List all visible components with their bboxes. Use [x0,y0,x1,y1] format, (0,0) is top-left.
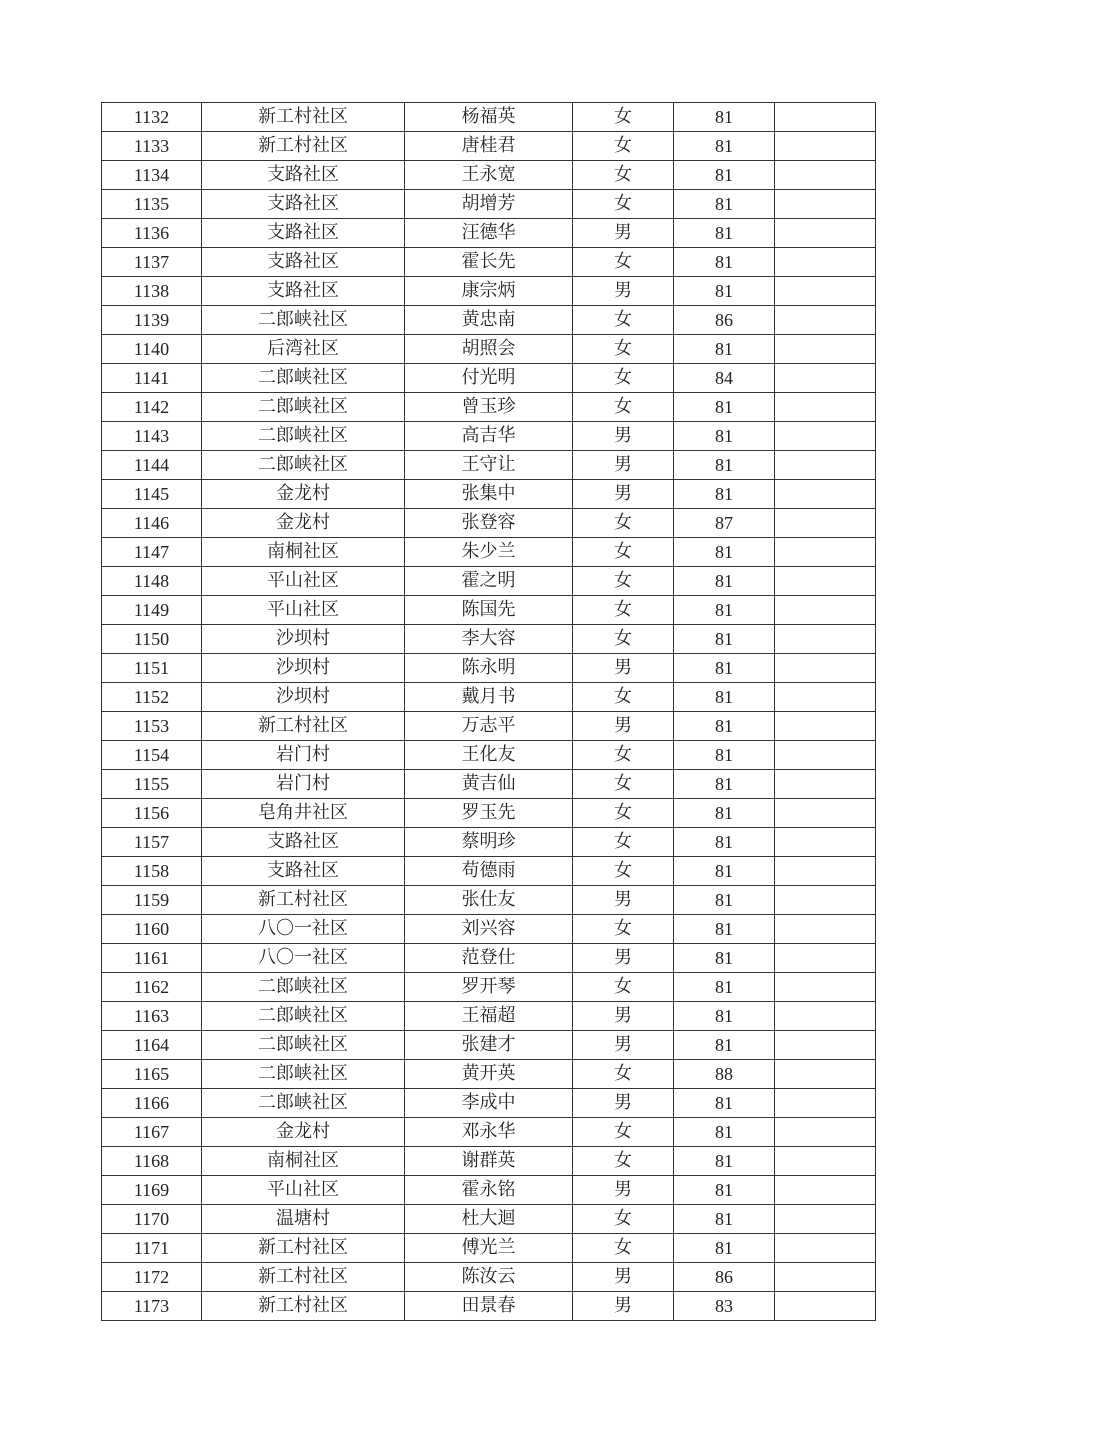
cell-community: 新工村社区 [202,103,405,132]
cell-name: 张仕友 [405,886,573,915]
cell-name: 高吉华 [405,422,573,451]
cell-age: 81 [674,567,775,596]
cell-community: 新工村社区 [202,132,405,161]
cell-age: 87 [674,509,775,538]
cell-age: 81 [674,277,775,306]
cell-note [775,857,876,886]
cell-age: 81 [674,1176,775,1205]
cell-sex: 男 [573,219,674,248]
cell-number: 1142 [102,393,202,422]
cell-name: 朱少兰 [405,538,573,567]
table-row [102,393,876,422]
cell-age: 81 [674,1002,775,1031]
cell-age: 81 [674,480,775,509]
cell-number: 1168 [102,1147,202,1176]
cell-sex: 女 [573,190,674,219]
cell-note [775,828,876,857]
cell-age: 81 [674,422,775,451]
cell-sex: 女 [573,364,674,393]
cell-name: 唐桂君 [405,132,573,161]
table-row [102,915,876,944]
cell-name: 杜大迴 [405,1205,573,1234]
cell-name: 汪德华 [405,219,573,248]
cell-number: 1163 [102,1002,202,1031]
cell-number: 1145 [102,480,202,509]
cell-sex: 女 [573,1234,674,1263]
cell-age: 81 [674,1205,775,1234]
cell-note [775,480,876,509]
cell-note [775,190,876,219]
cell-number: 1154 [102,741,202,770]
cell-number: 1155 [102,770,202,799]
cell-number: 1157 [102,828,202,857]
cell-age: 81 [674,393,775,422]
table-row [102,364,876,393]
cell-age: 81 [674,683,775,712]
cell-age: 81 [674,625,775,654]
cell-community: 沙坝村 [202,654,405,683]
cell-sex: 女 [573,857,674,886]
cell-name: 王守让 [405,451,573,480]
cell-note [775,654,876,683]
cell-community: 二郎峡社区 [202,1031,405,1060]
cell-age: 81 [674,770,775,799]
cell-note [775,1176,876,1205]
cell-age: 84 [674,364,775,393]
cell-sex: 女 [573,248,674,277]
cell-note [775,277,876,306]
cell-name: 王化友 [405,741,573,770]
cell-name: 蔡明珍 [405,828,573,857]
cell-number: 1166 [102,1089,202,1118]
cell-note [775,770,876,799]
cell-community: 南桐社区 [202,1147,405,1176]
cell-sex: 女 [573,538,674,567]
table-row [102,596,876,625]
cell-note [775,451,876,480]
table-row [102,1176,876,1205]
cell-sex: 女 [573,103,674,132]
cell-sex: 女 [573,915,674,944]
cell-name: 戴月书 [405,683,573,712]
cell-sex: 女 [573,509,674,538]
cell-age: 81 [674,828,775,857]
cell-note [775,1292,876,1321]
cell-community: 二郎峡社区 [202,451,405,480]
cell-sex: 男 [573,886,674,915]
cell-number: 1165 [102,1060,202,1089]
cell-community: 支路社区 [202,190,405,219]
cell-note [775,422,876,451]
cell-note [775,799,876,828]
cell-name: 张建才 [405,1031,573,1060]
cell-community: 温塘村 [202,1205,405,1234]
table-row [102,1292,876,1321]
cell-age: 81 [674,799,775,828]
cell-note [775,1147,876,1176]
table-row [102,306,876,335]
cell-number: 1151 [102,654,202,683]
cell-community: 南桐社区 [202,538,405,567]
cell-age: 81 [674,538,775,567]
cell-age: 81 [674,1234,775,1263]
cell-age: 81 [674,451,775,480]
cell-name: 曾玉珍 [405,393,573,422]
cell-sex: 男 [573,480,674,509]
cell-community: 支路社区 [202,277,405,306]
cell-sex: 男 [573,944,674,973]
table-row [102,886,876,915]
cell-number: 1150 [102,625,202,654]
cell-age: 81 [674,1089,775,1118]
cell-sex: 女 [573,567,674,596]
table-row [102,828,876,857]
table-row [102,335,876,364]
cell-note [775,306,876,335]
cell-community: 后湾社区 [202,335,405,364]
table-row [102,132,876,161]
cell-note [775,1060,876,1089]
cell-name: 康宗炳 [405,277,573,306]
table-row [102,277,876,306]
cell-community: 沙坝村 [202,683,405,712]
cell-number: 1153 [102,712,202,741]
cell-name: 胡照会 [405,335,573,364]
cell-community: 二郎峡社区 [202,1060,405,1089]
cell-number: 1156 [102,799,202,828]
cell-community: 支路社区 [202,828,405,857]
cell-age: 81 [674,857,775,886]
cell-community: 新工村社区 [202,712,405,741]
cell-name: 邓永华 [405,1118,573,1147]
cell-sex: 女 [573,973,674,1002]
cell-sex: 女 [573,596,674,625]
cell-note [775,1205,876,1234]
cell-community: 支路社区 [202,857,405,886]
cell-age: 81 [674,103,775,132]
cell-name: 黄开英 [405,1060,573,1089]
table-row [102,712,876,741]
cell-number: 1146 [102,509,202,538]
cell-name: 王福超 [405,1002,573,1031]
table-row [102,1263,876,1292]
cell-sex: 男 [573,712,674,741]
cell-community: 金龙村 [202,480,405,509]
cell-age: 81 [674,219,775,248]
cell-number: 1144 [102,451,202,480]
cell-sex: 男 [573,451,674,480]
cell-number: 1162 [102,973,202,1002]
cell-number: 1171 [102,1234,202,1263]
table-row [102,1002,876,1031]
cell-age: 83 [674,1292,775,1321]
cell-note [775,1031,876,1060]
cell-note [775,915,876,944]
cell-community: 平山社区 [202,567,405,596]
cell-number: 1134 [102,161,202,190]
cell-sex: 女 [573,828,674,857]
cell-name: 霍之明 [405,567,573,596]
cell-age: 81 [674,1147,775,1176]
cell-community: 皂角井社区 [202,799,405,828]
table-row [102,248,876,277]
cell-age: 81 [674,248,775,277]
cell-name: 田景春 [405,1292,573,1321]
roster-body [102,103,876,1321]
cell-note [775,132,876,161]
table-row [102,741,876,770]
cell-community: 二郎峡社区 [202,306,405,335]
cell-note [775,944,876,973]
cell-age: 86 [674,1263,775,1292]
cell-sex: 男 [573,277,674,306]
roster-table [101,102,876,1321]
cell-number: 1133 [102,132,202,161]
table-row [102,567,876,596]
cell-name: 张登容 [405,509,573,538]
cell-sex: 女 [573,306,674,335]
cell-name: 陈国先 [405,596,573,625]
cell-age: 81 [674,741,775,770]
cell-name: 陈永明 [405,654,573,683]
cell-number: 1173 [102,1292,202,1321]
cell-community: 八〇一社区 [202,915,405,944]
table-row [102,799,876,828]
cell-name: 范登仕 [405,944,573,973]
cell-age: 81 [674,712,775,741]
cell-sex: 女 [573,1147,674,1176]
table-row [102,422,876,451]
cell-number: 1170 [102,1205,202,1234]
cell-number: 1136 [102,219,202,248]
cell-note [775,567,876,596]
cell-community: 新工村社区 [202,1292,405,1321]
cell-community: 岩门村 [202,770,405,799]
cell-number: 1143 [102,422,202,451]
cell-number: 1161 [102,944,202,973]
table-row [102,654,876,683]
cell-age: 81 [674,944,775,973]
cell-sex: 男 [573,1263,674,1292]
cell-community: 沙坝村 [202,625,405,654]
cell-sex: 女 [573,770,674,799]
cell-note [775,596,876,625]
cell-note [775,1118,876,1147]
cell-age: 81 [674,161,775,190]
cell-age: 81 [674,190,775,219]
cell-name: 霍永铭 [405,1176,573,1205]
cell-name: 李大容 [405,625,573,654]
cell-number: 1172 [102,1263,202,1292]
cell-sex: 女 [573,161,674,190]
cell-sex: 男 [573,1292,674,1321]
cell-community: 二郎峡社区 [202,973,405,1002]
cell-community: 新工村社区 [202,1234,405,1263]
cell-age: 81 [674,973,775,1002]
cell-number: 1149 [102,596,202,625]
cell-name: 苟德雨 [405,857,573,886]
cell-sex: 男 [573,1089,674,1118]
cell-number: 1132 [102,103,202,132]
cell-note [775,538,876,567]
cell-community: 新工村社区 [202,1263,405,1292]
cell-sex: 男 [573,422,674,451]
cell-note [775,1002,876,1031]
cell-community: 二郎峡社区 [202,393,405,422]
cell-age: 81 [674,1118,775,1147]
table-row [102,625,876,654]
cell-number: 1158 [102,857,202,886]
cell-note [775,683,876,712]
table-row [102,973,876,1002]
cell-name: 傅光兰 [405,1234,573,1263]
cell-community: 二郎峡社区 [202,1089,405,1118]
cell-sex: 男 [573,1176,674,1205]
cell-note [775,625,876,654]
cell-note [775,973,876,1002]
cell-name: 刘兴容 [405,915,573,944]
cell-note [775,1263,876,1292]
cell-age: 86 [674,306,775,335]
cell-name: 张集中 [405,480,573,509]
cell-community: 平山社区 [202,1176,405,1205]
cell-community: 二郎峡社区 [202,1002,405,1031]
cell-sex: 女 [573,683,674,712]
cell-community: 支路社区 [202,248,405,277]
cell-community: 支路社区 [202,161,405,190]
cell-note [775,509,876,538]
table-row [102,1089,876,1118]
cell-sex: 女 [573,1205,674,1234]
cell-number: 1138 [102,277,202,306]
cell-age: 81 [674,654,775,683]
cell-note [775,1234,876,1263]
cell-number: 1159 [102,886,202,915]
cell-name: 黄吉仙 [405,770,573,799]
cell-name: 付光明 [405,364,573,393]
cell-sex: 女 [573,1118,674,1147]
cell-age: 81 [674,335,775,364]
cell-sex: 女 [573,393,674,422]
table-row [102,1234,876,1263]
table-row [102,480,876,509]
cell-community: 二郎峡社区 [202,364,405,393]
table-row [102,161,876,190]
cell-sex: 男 [573,1031,674,1060]
cell-number: 1160 [102,915,202,944]
cell-note [775,741,876,770]
cell-number: 1140 [102,335,202,364]
cell-community: 金龙村 [202,509,405,538]
cell-name: 杨福英 [405,103,573,132]
table-row [102,944,876,973]
cell-name: 胡增芳 [405,190,573,219]
cell-note [775,103,876,132]
cell-age: 88 [674,1060,775,1089]
cell-sex: 男 [573,654,674,683]
cell-name: 谢群英 [405,1147,573,1176]
cell-community: 金龙村 [202,1118,405,1147]
table-row [102,190,876,219]
cell-name: 万志平 [405,712,573,741]
cell-number: 1152 [102,683,202,712]
cell-age: 81 [674,886,775,915]
cell-note [775,219,876,248]
cell-note [775,364,876,393]
cell-note [775,712,876,741]
table-row [102,770,876,799]
cell-note [775,1089,876,1118]
cell-number: 1139 [102,306,202,335]
cell-number: 1137 [102,248,202,277]
cell-name: 罗玉先 [405,799,573,828]
cell-age: 81 [674,596,775,625]
cell-note [775,161,876,190]
cell-sex: 女 [573,625,674,654]
table-row [102,1118,876,1147]
table-row [102,1205,876,1234]
cell-community: 岩门村 [202,741,405,770]
cell-name: 罗开琴 [405,973,573,1002]
cell-sex: 男 [573,1002,674,1031]
cell-name: 霍长先 [405,248,573,277]
cell-sex: 女 [573,335,674,364]
cell-community: 八〇一社区 [202,944,405,973]
cell-sex: 女 [573,741,674,770]
cell-name: 王永宽 [405,161,573,190]
table-row [102,451,876,480]
cell-sex: 女 [573,1060,674,1089]
cell-age: 81 [674,1031,775,1060]
cell-note [775,393,876,422]
cell-name: 陈汝云 [405,1263,573,1292]
cell-note [775,335,876,364]
table-row [102,538,876,567]
cell-name: 黄忠南 [405,306,573,335]
cell-number: 1167 [102,1118,202,1147]
table-row [102,1031,876,1060]
cell-number: 1148 [102,567,202,596]
table-row [102,1060,876,1089]
cell-number: 1164 [102,1031,202,1060]
cell-number: 1147 [102,538,202,567]
table-row [102,683,876,712]
cell-community: 支路社区 [202,219,405,248]
cell-number: 1169 [102,1176,202,1205]
cell-sex: 女 [573,799,674,828]
table-row [102,103,876,132]
table-row [102,857,876,886]
cell-sex: 女 [573,132,674,161]
table-row [102,1147,876,1176]
cell-community: 二郎峡社区 [202,422,405,451]
cell-community: 平山社区 [202,596,405,625]
cell-number: 1141 [102,364,202,393]
cell-community: 新工村社区 [202,886,405,915]
cell-note [775,248,876,277]
cell-age: 81 [674,915,775,944]
cell-number: 1135 [102,190,202,219]
cell-age: 81 [674,132,775,161]
table-row [102,509,876,538]
cell-note [775,886,876,915]
cell-name: 李成中 [405,1089,573,1118]
table-row [102,219,876,248]
